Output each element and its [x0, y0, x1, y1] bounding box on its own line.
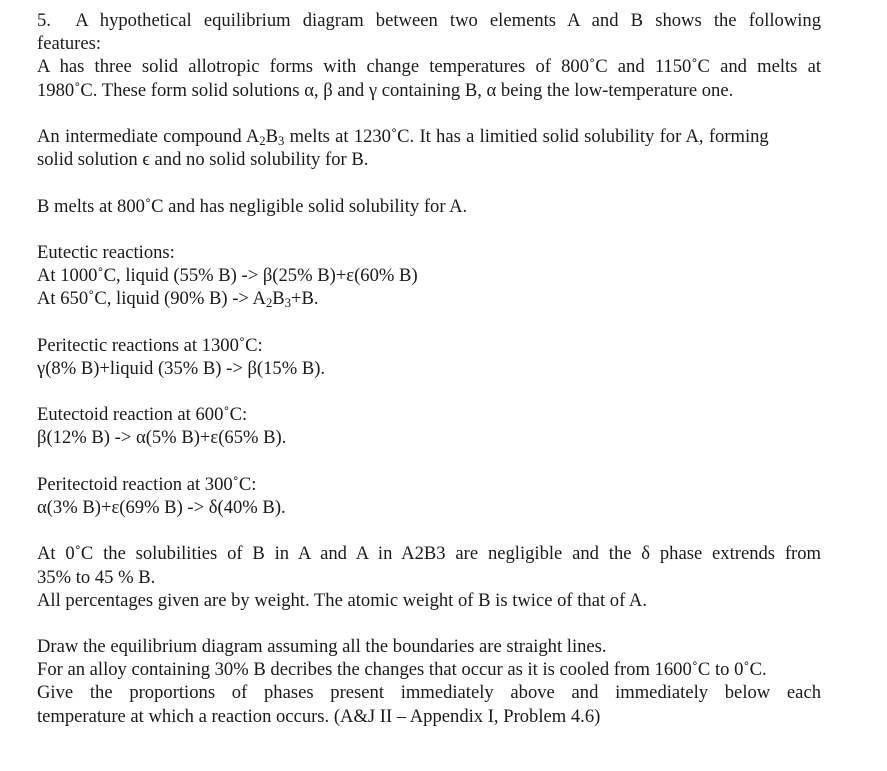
- conditions-line-3: All percentages given are by weight. The atomic weight of B is twice of that of A.: [37, 589, 647, 611]
- peritectic-heading: Peritectic reactions at 1300˚C:: [37, 334, 263, 356]
- problem-number: 5.: [37, 10, 51, 31]
- task-line-4: temperature at which a reaction occurs. (A&J II – Appendix I, Problem 4.6): [37, 705, 601, 727]
- spacer: [37, 450, 821, 473]
- peritectoid-heading: Peritectoid reaction at 300˚C:: [37, 473, 257, 495]
- eutectic-reaction-1: At 1000˚C, liquid (55% B) -> β(25% B)+ε(60% B): [37, 265, 418, 287]
- intro-text: A hypothetical equilibrium diagram between two elements A and B shows the following: [75, 10, 821, 31]
- spacer: [37, 171, 821, 194]
- eutectoid-heading: Eutectoid reaction at 600˚C:: [37, 404, 248, 426]
- conditions-line-1: At 0˚C the solubilities of B in A and A in A2B3 are negligible and the δ phase extrends from: [37, 543, 821, 565]
- compound-line-2: solid solution ϵ and no solid solubility for B.: [37, 149, 369, 171]
- eutectoid-reaction: β(12% B) -> α(5% B)+ε(65% B).: [37, 427, 287, 449]
- problem-document: [37, 9, 821, 728]
- compound-line-1: An intermediate compound $A_2B_3$ melts at 1230˚C. It has a limitied solid solubility for A, forming: [37, 125, 769, 149]
- intro-line-1: [37, 9, 821, 32]
- element-a-line-1: A has three solid allotropic forms with change temperatures of 800˚C and 1150˚C and melts at: [37, 56, 821, 78]
- spacer: [37, 310, 821, 333]
- spacer: [37, 102, 821, 125]
- intro-line-2: features:: [37, 33, 102, 55]
- spacer: [37, 380, 821, 403]
- peritectic-reaction: γ(8% B)+liquid (35% B) -> β(15% B).: [37, 357, 326, 379]
- eutectic-heading: Eutectic reactions:: [37, 241, 175, 263]
- spacer: [37, 612, 821, 635]
- task-line-2: For an alloy containing 30% B decribes the changes that occur as it is cooled from 1600˚C to 0˚C.: [37, 659, 767, 681]
- task-line-1: Draw the equilibrium diagram assuming all the boundaries are straight lines.: [37, 636, 607, 658]
- spacer: [37, 519, 821, 542]
- eutectic-reaction-2: At 650˚C, liquid (90% $B) -> A_2B_3+B$.: [37, 288, 319, 311]
- element-a-line-2: 1980˚C. These form solid solutions α, β and γ containing B, α being the low-temperature one.: [37, 79, 734, 101]
- conditions-line-2: 35% to 45 % B.: [37, 566, 156, 588]
- spacer: [37, 218, 821, 241]
- task-line-3: Give the proportions of phases present immediately above and immediately below each: [37, 682, 821, 704]
- element-b-line-1: B melts at 800˚C and has negligible solid solubility for A.: [37, 195, 468, 217]
- peritectoid-reaction: α(3% B)+ε(69% B) -> δ(40% B).: [37, 496, 286, 518]
